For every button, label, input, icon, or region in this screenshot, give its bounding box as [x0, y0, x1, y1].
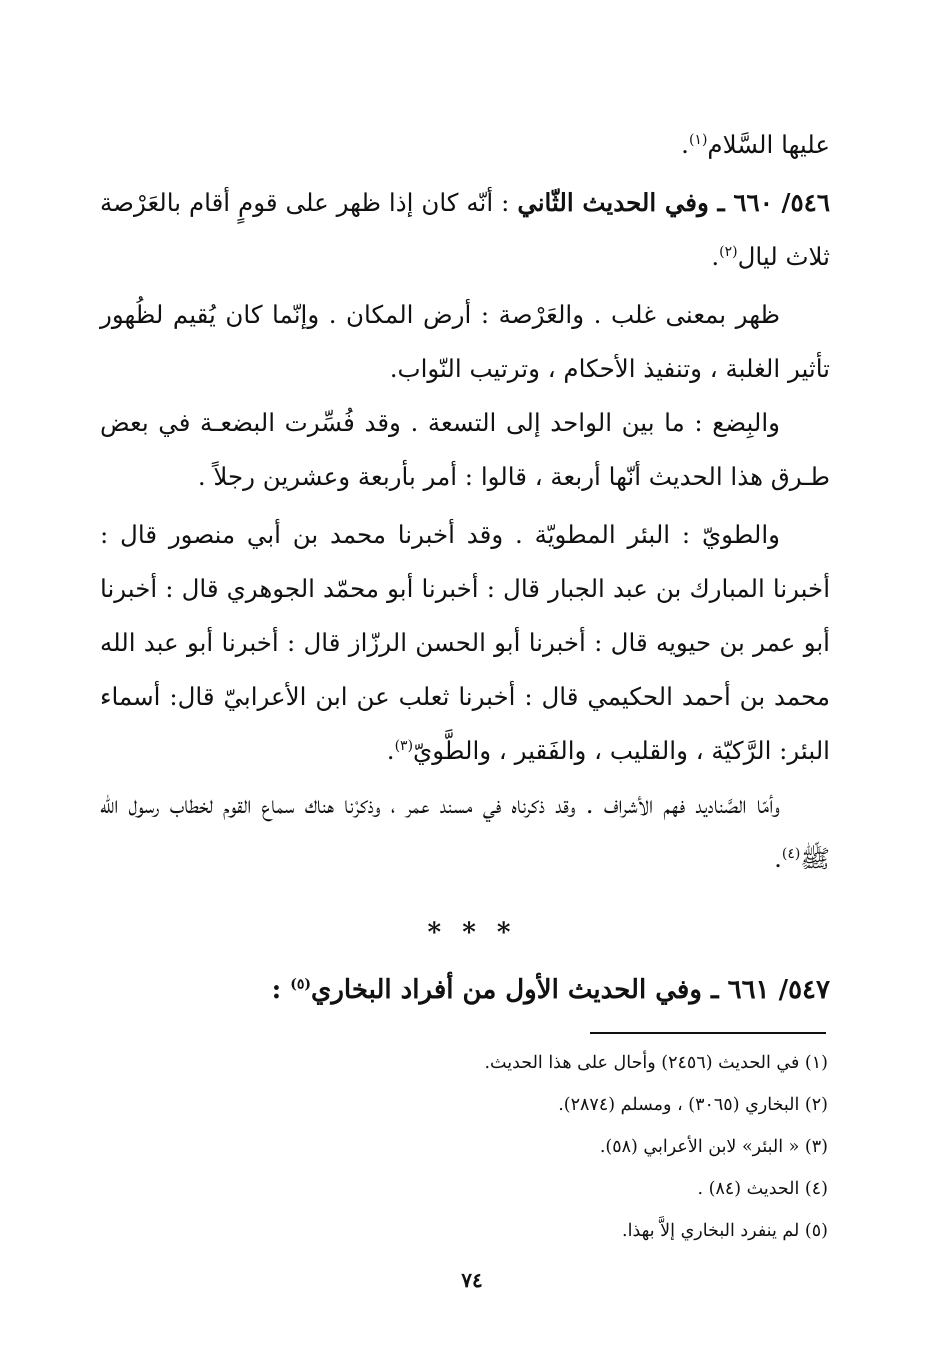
footnote-ref-1: (١)	[688, 131, 708, 148]
footnote-ref-5: (٥)	[290, 976, 312, 993]
footnote-ref-3: (٣)	[394, 737, 414, 754]
footnote-ref-2: (٢)	[719, 243, 738, 260]
footnote-divider	[590, 1032, 826, 1034]
hadith-heading-546: ٥٤٦/ ٦٦٠ ـ وفي الحديث الثّاني	[517, 188, 830, 217]
paragraph-5: والطويّ : البئر المطويّة . وقد أخبرنا محمد بن أبي منصور قال : أخبرنا المبارك بن عبد الجبار قال : أخبرنا أبو محمّد الجوهري قال : أخبرنا أبو عمر بن حيويه قال : أخبرنا أبو الحسن الرزّاز قال : أخبرنا أبو عبد الله محمد بن أحمد الحكيمي قال : أخبرنا ثعلب عن ابن الأعرابيّ قال: أسماء البئر: الرَّكيّة ، والقليب ، والفَقير ، والطَّويّ$^{(٣)}$.	[100, 520, 830, 765]
footnote-2: (٢) البخاري (٣٠٦٥) ، ومسلم (٢٨٧٤).	[558, 1095, 828, 1115]
paragraph-6: وأمّا الصَّناديد فهم الأشراف . وقد ذكرناه في مسند عمر ، وذكرْنا هناك سماع القوم لخطاب رسول الله ﷺ$^{(٤)}$.	[100, 790, 830, 873]
footnote-3: (٣) « البئر» لابن الأعرابي (٥٨).	[599, 1137, 828, 1157]
page-body	[100, 118, 830, 886]
footnotes	[408, 1042, 828, 1252]
section-separator: * * *	[427, 918, 517, 948]
footnote-5: (٥) لم ينفرد البخاري إلاَّ بهذا.	[622, 1221, 828, 1241]
paragraph-2: ٥٤٦/ ٦٦٠ ـ وفي الحديث الثّاني : أنّه كان إذا ظهر على قومٍ أقام بالعَرْصة ثلاث ليال$^{(٢)}$.	[100, 188, 830, 271]
paragraph-1: عليها السَّلام$^{(١)}$.	[681, 130, 830, 159]
paragraph-3: ظهر بمعنى غلب . والعَرْصة : أرض المكان . وإنّما كان يُقيم لظُهور تأثير الغلبة ، وتنفيذ الأحكام ، وترتيب النّواب.	[100, 300, 830, 383]
footnote-4: (٤) الحديث (٨٤) .	[697, 1179, 828, 1199]
paragraph-4: والبِضع : ما بين الواحد إلى التسعة . وقد فُسِّرت البضعـة في بعض طـرق هذا الحديث أنّها أربعة ، قالوا : أمر بأربعة وعشرين رجلاً .	[100, 408, 830, 491]
main-text	[100, 118, 830, 886]
page-number: ٧٤	[461, 1268, 483, 1292]
hadith-heading-547: ٥٤٧/ ٦٦١ ـ وفي الحديث الأول من أفراد البخاري$^{(٥)}$ :	[271, 975, 830, 1005]
footnote-ref-4: (٤)	[781, 845, 801, 862]
footnote-1: (١) في الحديث (٢٤٥٦) وأحال على هذا الحديث.	[484, 1053, 828, 1073]
